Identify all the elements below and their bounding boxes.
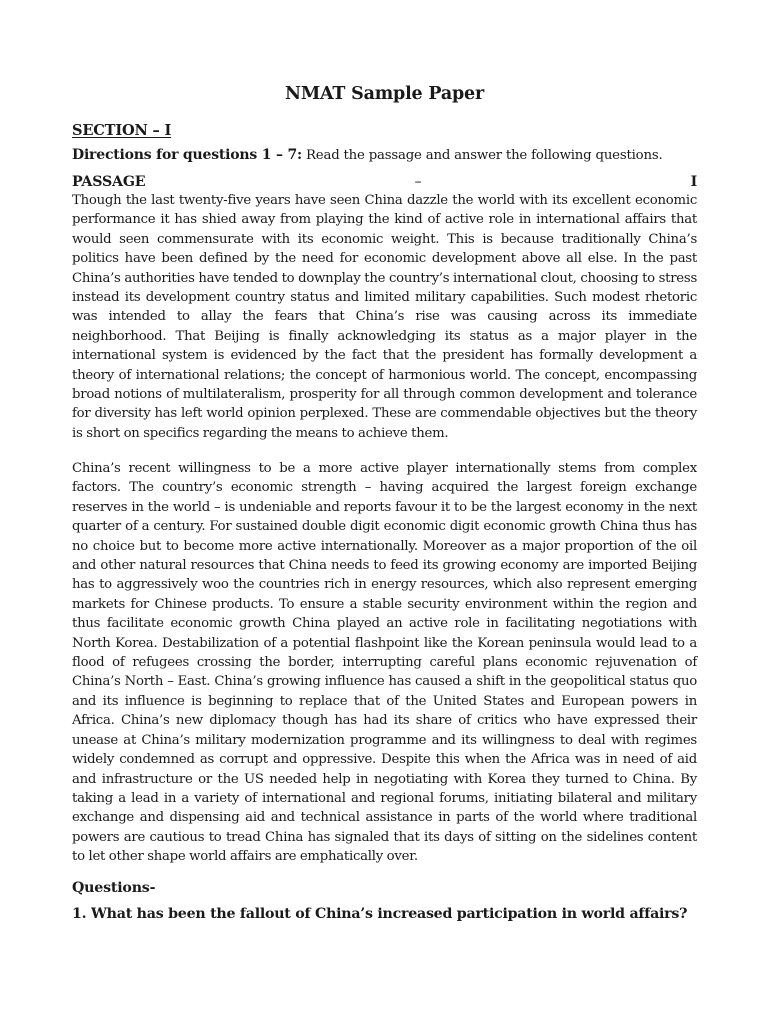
passage-heading <box>72 173 697 192</box>
passage-number: I <box>690 174 697 190</box>
directions-label: Directions for questions 1 – 7: <box>72 147 302 163</box>
section-heading: SECTION – I <box>72 122 172 139</box>
passage-paragraph-1: Though the last twenty-five years have seen China dazzle the world with its excellent economic performance it has shied away from playing the kind of active role in international affairs that would seen commensurate with its economic weight. This is because traditionally China’s politics have been defined by the need for economic development above all else. In the past China’s authorities have tended to downplay the country’s international clout, choosing to stress instead its development country status and limited military capabilities. Such modest rhetoric was intended to allay the fears that China’s rise was causing across its immediate neighborhood. That Beijing is finally acknowledging its status as a major player in the international system is evidenced by the fact that the president has formally development a theory of international relations; the concept of harmonious world. The concept, encompassing broad notions of multilateralism, prosperity for all through common development and tolerance for diversity has left world opinion perplexed. These are commendable objectives but the theory is short on specifics regarding the means to achieve them. <box>72 193 697 441</box>
passage-label: PASSAGE <box>72 174 146 190</box>
passage-paragraph-2: China’s recent willingness to be a more active player internationally stems from complex factors. The country’s economic strength – having acquired the largest foreign exchange reserves in the world – is undeniable and reports favour it to be the largest economy in the next quarter of a century. For sustained double digit economic digit economic growth China thus has no choice but to become more active internationally. Moreover as a major proportion of the oil and other natural resources that China needs to feed its growing economy are imported Beijing has to aggressively woo the countries rich in energy resources, which also represent emerging markets for Chinese products. To ensure a stable security environment within the region and thus facilitate economic growth China played an active role in facilitating negotiations with North Korea. Destabilization of a potential flashpoint like the Korean peninsula would lead to a flood of refugees crossing the border, interrupting careful plans economic rejuvenation of China’s North – East. China’s growing influence has caused a shift in the geopolitical status quo and its influence is beginning to replace that of the United States and European powers in Africa. China’s new diplomacy though has had its share of critics who have expressed their unease at China’s military modernization programme and its willingness to deal with regimes widely condemned as corrupt and oppressive. Despite this when the Africa was in need of aid and infrastructure or the US needed help in negotiating with Korea they turned to China. By taking a lead in a variety of international and regional forums, initiating bilateral and military exchange and dispensing aid and technical assistance in parts of the world where traditional powers are cautious to tread China has signaled that its days of sitting on the sidelines content to let other shape world affairs are emphatically over. <box>72 461 697 865</box>
document-page <box>72 82 697 922</box>
questions-heading: Questions- <box>72 880 156 896</box>
question-1: 1. What has been the fallout of China’s increased participation in world affairs? <box>72 906 688 922</box>
directions-text: Read the passage and answer the following questions. <box>301 148 663 163</box>
page-title: NMAT Sample Paper <box>285 84 484 104</box>
directions <box>72 146 663 165</box>
passage-dash: – <box>414 174 422 190</box>
